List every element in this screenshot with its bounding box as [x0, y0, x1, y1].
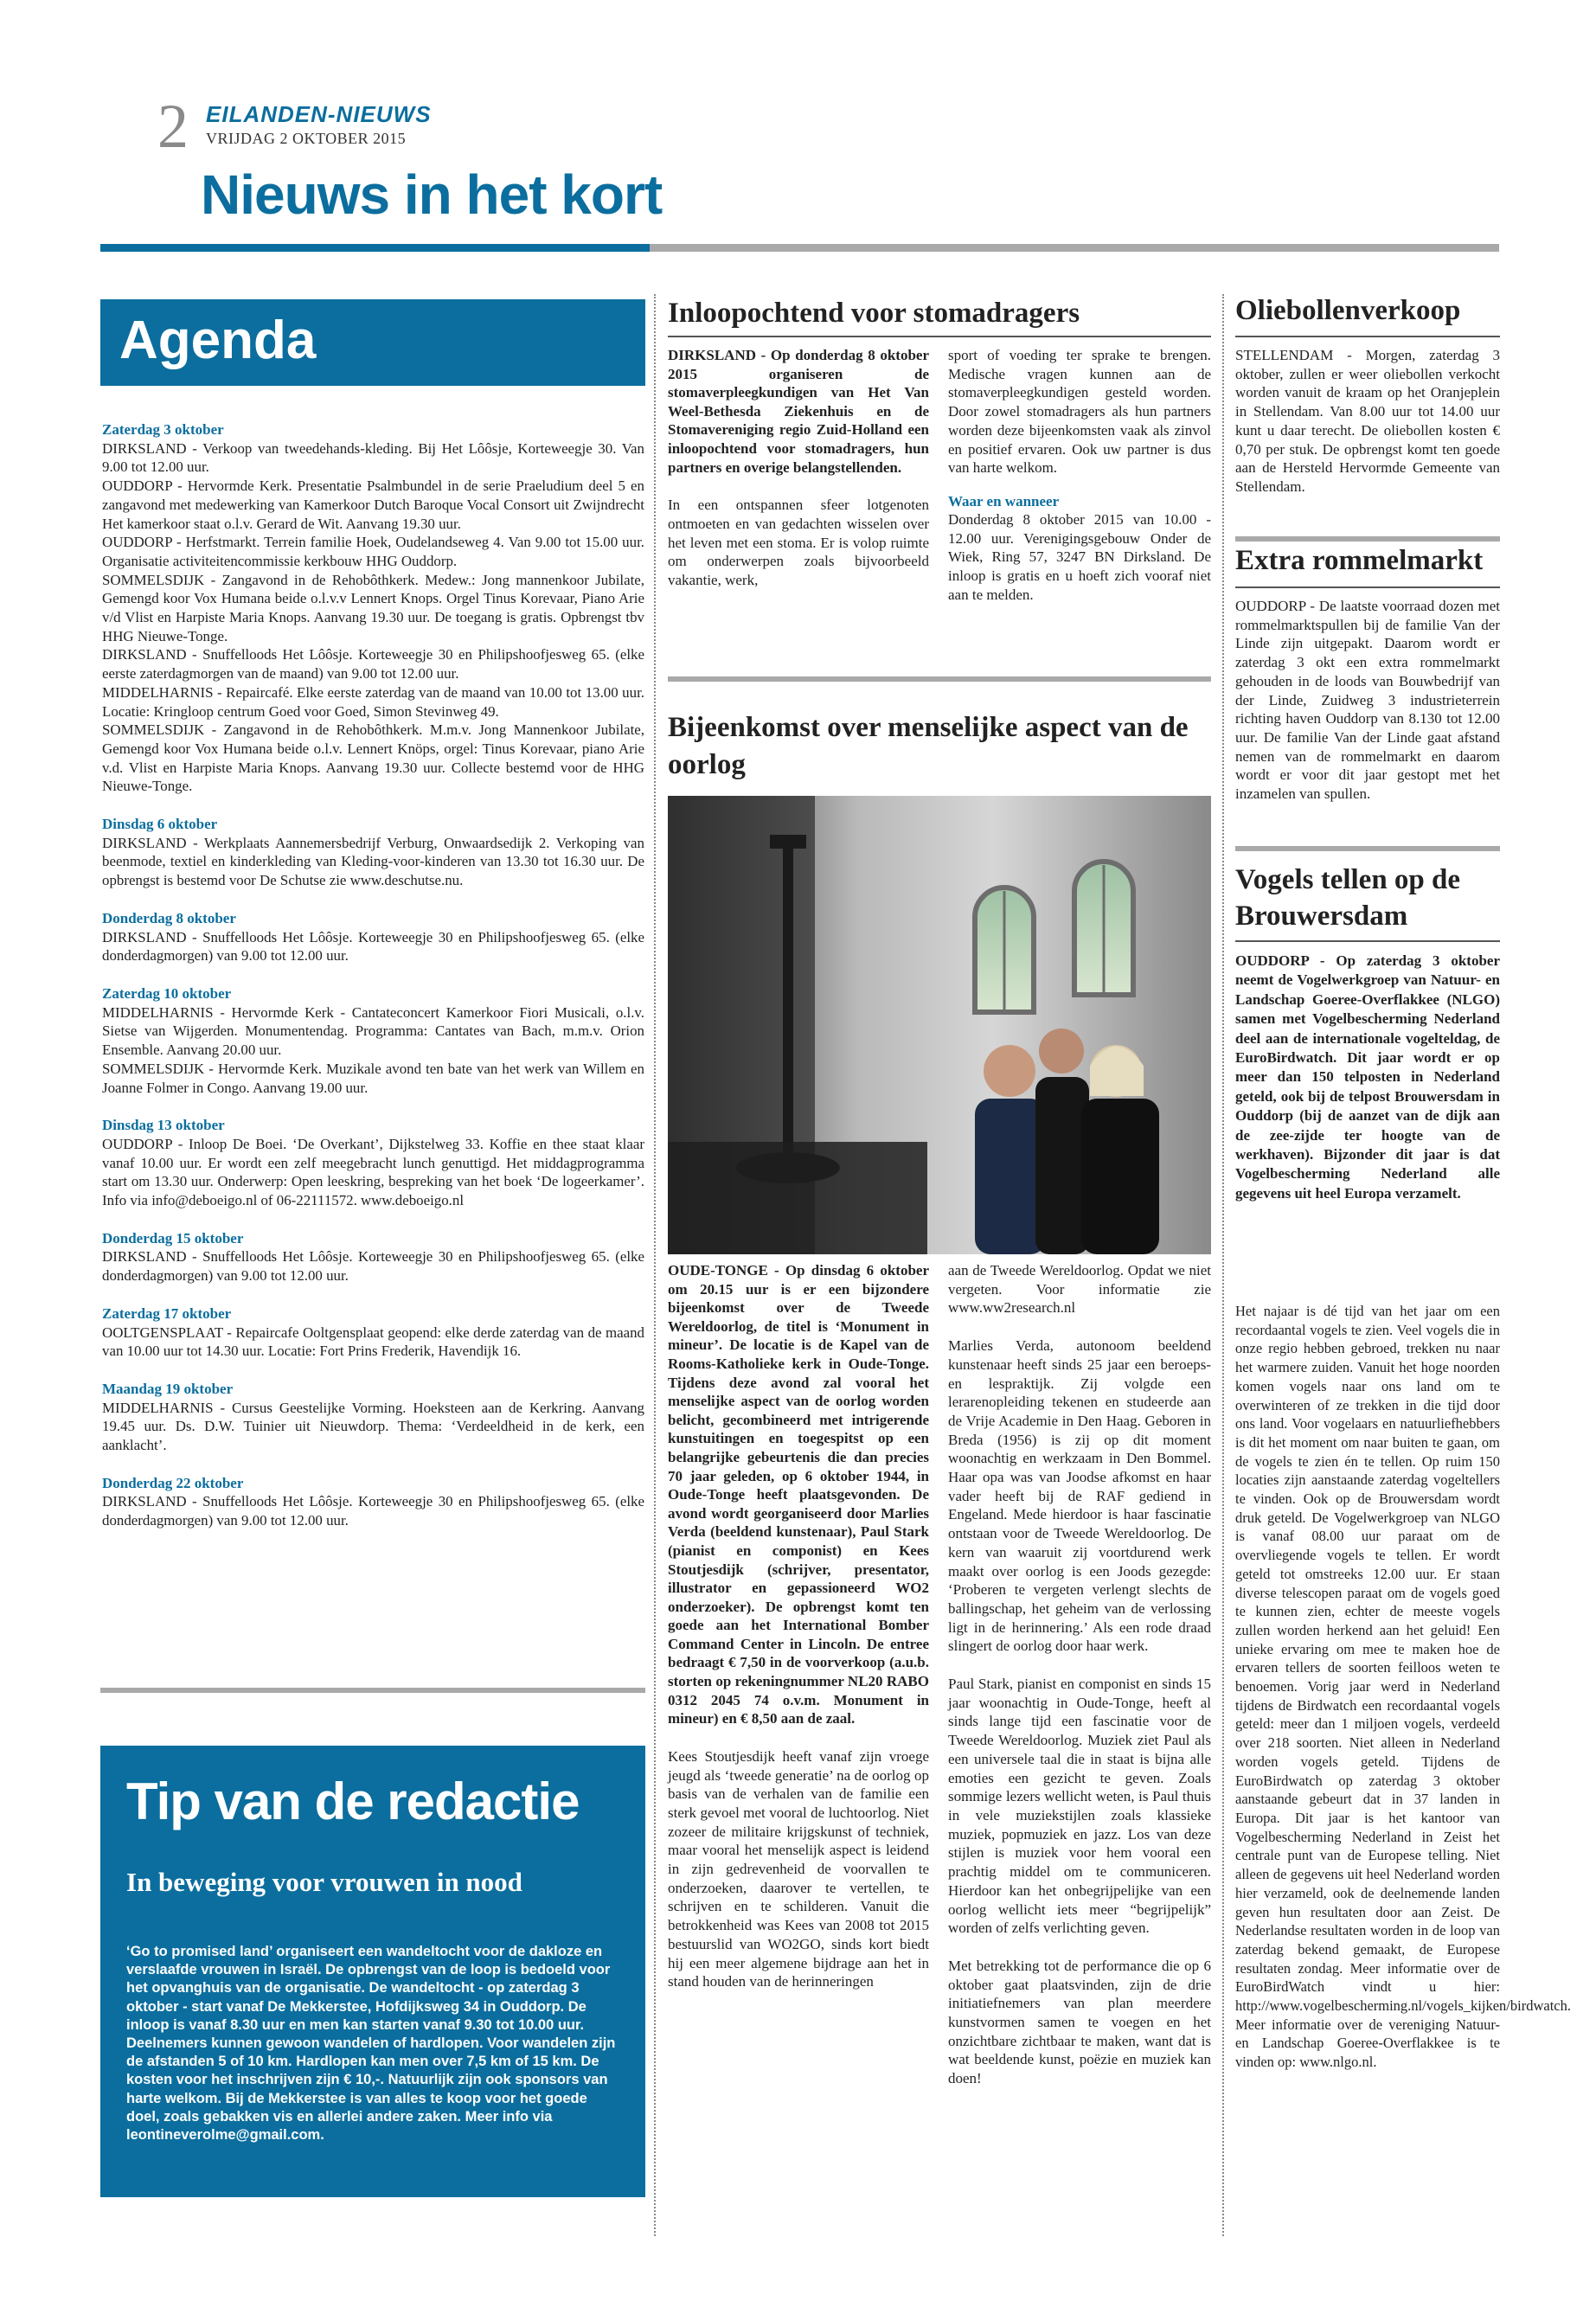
newspaper-brand: EILANDEN-NIEUWS	[206, 101, 432, 127]
war-column-2	[948, 1261, 1211, 2088]
war-body: Paul Stark, pianist en componist en sinds 15 jaar woonachtig in Oude-Tonge, heeft al sinds lange tijd een fascinatie voor de Tweede Wereldoorlog. Muziek ziet Paul als een universele taal die in staat is bijna alle emoties een gezicht te geven. Zoals sommige lezers wellicht weten, is Paul thuis in vele muziekstijlen zoals klassieke muziek, popmuziek en jazz. Los van deze stijlen is muziek voor hem vooral een prachtig middel om te communiceren. Hierdoor kan het onbegrijpelijke van een oorlog wellicht iets meer “begrijpelijk” worden of zelfs verlichting geven.	[948, 1676, 1211, 1937]
headline-rule	[1235, 336, 1500, 337]
page-number: 2	[157, 92, 189, 161]
war-lead: OUDE-TONGE - Op dinsdag 6 oktober om 20.15 uur is er een bijzondere bijeenkomst over de Tweede Wereldoorlog, de titel is ‘Monument in mineur’. De locatie is de Kapel van de Rooms-Katholieke kerk in Oude-Tonge. Tijdens deze avond zal vooral het menselijke aspect van de oorlog worden belicht, gecombineerd met intrigerende kunstuitingen en toegespitst op een belangrijke gebeurtenis die dan precies 70 jaar geleden, op 6 oktober 1944, in Oude-Tonge heeft plaatsgevonden. De avond wordt georganiseerd door Marlies Verda (beeldend kunstenaar), Paul Stark (pianist en componist) en Kees Stoutjesdijk (schrijver, presentator, illustrator en gepassioneerd WO2 onderzoeker). De opbrengst komt ten goede aan het International Bomber Command Center in Lincoln. De entree bedraagt € 7,50 in de voorverkoop (a.u.b. storten op rekeningnummer NL20 RABO 0312 2045 74 o.v.m. Monument in mineur) en € 8,50 aan de zaal.	[668, 1262, 929, 1727]
section-rule	[1235, 536, 1500, 542]
agenda-entry: DIRKSLAND - Snuffelloods Het Lôôsje. Korteweegje 30 en Philipshoofjesweg 65. (elke donderdagmorgen) van 9.00 tot 12.00 uur.	[102, 1248, 644, 1285]
agenda-entry: SOMMELSDIJK - Zangavond in de Rehobôthkerk. Medew.: Jong mannenkoor Jubilate, Gemengd koor Vox Humana beide o.l.v.v Lennert Knops. Orgel Tinus Korevaar, Piano Arie v/d Vlist en Harpiste Maria Knops. Aanvang 19.30 uur. De toegang is gratis. Opbrengst tbv HHG Nieuwe-Tonge.	[102, 571, 644, 644]
agenda-entry: DIRKSLAND - Werkplaats Aannemersbedrijf Verburg, Onwaardsedijk 2. Verkoping van beenmode, textiel en kinderkleding van Kleding-voor-kinderen van 13.30 tot 16.30 uur. De opbrengst is bestemd voor De Schutse zie www.deschutse.nu.	[102, 834, 644, 889]
section-rule	[1235, 846, 1500, 851]
agenda-date: Maandag 19 oktober	[102, 1380, 234, 1397]
agenda-title: Agenda	[119, 311, 317, 370]
oliebollen-body: STELLENDAM - Morgen, zaterdag 3 oktober, zullen er weer oliebollen verkocht worden vanuit de kraam op het Oranjeplein in Stellendam. Van 8.00 uur tot 14.00 uur kunt u daar terecht. De oliebollen kosten € 0,70 per stuk. De opbrengst komt ten goede aan de Hersteld Hervormde Gemeente van Stellendam.	[1235, 347, 1500, 495]
agenda-date: Donderdag 8 oktober	[102, 909, 236, 926]
stoma-subhead: Waar en wanneer	[948, 492, 1060, 510]
agenda-entry: SOMMELSDIJK - Hervormde Kerk. Muzikale avond ten bate van het werk van Willem en Joanne Folmer in Congo. Aanvang 19.00 uur.	[102, 1060, 644, 1096]
stoma-body: sport of voeding ter sprake te brengen. Medische vragen kunnen aan de stomaverpleegkundigen gesteld worden. Door zowel stomadragers als hun partners worden deze bijeenkomsten vaak als zinvol en positief ervaren. Ook uw partner is dus van harte welkom.	[948, 347, 1211, 477]
tip-title: Tip van de redactie	[126, 1772, 580, 1830]
oliebollen-headline: Oliebollenverkoop	[1235, 295, 1461, 326]
stoma-lead: DIRKSLAND - Op donderdag 8 oktober 2015 organiseren de stomaverpleegkundigen van Het Van Weel-Bethesda Ziekenhuis en de Stomavereniging regio Zuid-Holland een inloopochtend voor stomadragers, hun partners en overige belangstellenden.	[668, 347, 929, 476]
agenda-entry: OUDDORP - Herfstmarkt. Terrein familie Hoek, Oudelandseweg 4. Van 9.00 tot 15.00 uur. Organisatie activiteitencommissie kerkbouw HHG Ouddorp.	[102, 534, 644, 569]
vogels-headline: Vogels tellen op de Brouwersdam	[1235, 864, 1461, 932]
stoma-column-1	[668, 346, 929, 590]
issue-date: VRIJDAG 2 OKTOBER 2015	[206, 130, 407, 147]
agenda-date: Dinsdag 13 oktober	[102, 1117, 225, 1134]
column-divider	[654, 294, 656, 2236]
war-body: Met betrekking tot de performance die op 6 oktober gaat plaatsvinden, zijn de drie initiatiefnemers van plan meerdere kunstvormen samen te voegen en het onzichtbare zichtbaar te maken, want dat is wat beeldende kunst, poëzie en muziek kan doen!	[948, 1957, 1211, 2087]
column-divider	[1222, 294, 1224, 2236]
agenda-entry: DIRKSLAND - Verkoop van tweedehands-kleding. Bij Het Lôôsje, Korteweegje 30. Van 9.00 tot 12.00 uur.	[102, 439, 644, 476]
agenda-list	[102, 420, 644, 1530]
section-rule	[100, 1688, 645, 1693]
war-body: Kees Stoutjesdijk heeft vanaf zijn vroege jeugd als ‘tweede generatie’ na de oorlog op basis van de verhalen van de familie een sterk gevoel met vooral de luchtoorlog. Niet zozeer de militaire krijgskunst of techniek, maar vooral het menselijk aspect is leidend in zijn gedrevenheid de voorvallen te onderzoeken, daarover te vertellen, te schrijven en te schilderen. Vanuit die betrokkenheid was Kees van 2008 tot 2015 bestuurslid van WO2GO, sinds kort biedt hij een meer algemene bijdrage aan het in stand houden van de herinneringen	[668, 1747, 929, 1990]
section-title: Nieuws in het kort	[201, 163, 663, 226]
stoma-body: Donderdag 8 oktober 2015 van 10.00 - 12.00 uur. Verenigingsgebouw Onder de Wiek, Ring 57, 3247 BN Dirksland. De inloop is gratis en u hoeft zich vooraf niet aan te melden.	[948, 510, 1211, 603]
agenda-entry: MIDDELHARNIS - Cursus Geestelijke Vorming. Hoeksteen aan de Kerkring. Aanvang 19.45 uur. Ds. D.W. Tuinier uit Nieuwdorp. Thema: ‘Verdeeldheid in de kerk, een aanklacht’.	[102, 1399, 644, 1454]
agenda-entry: SOMMELSDIJK - Zangavond in de Rehobôthkerk. M.m.v. Jong Mannenkoor Jubilate, Gemengd koor Vox Humana beide o.l.v. Lennert Knöps, orgel: Tinus Korevaar, piano Arie v.d. Vlist en Harpiste Maria Knops. Aanvang 19.30 uur. Collecte bestemd voor de HHG Nieuwe-Tonge.	[102, 721, 644, 795]
war-headline: Bijeenkomst over menselijke aspect van de oorlog	[668, 712, 1189, 780]
stoma-headline: Inloopochtend voor stomadragers	[668, 298, 1080, 329]
war-article-photo	[668, 796, 1211, 1254]
header-rule	[100, 244, 1499, 252]
tip-text: ‘Go to promised land’ organiseert een wandeltocht voor de dakloze en verslaafde vrouwen in Israël. De opbrengst van de loop is bedoeld voor het opvanghuis van de organisatie. De wandeltocht - op zaterdag 3 oktober - start vanaf De Mekkerstee, Hofdijksweg 34 in Ouddorp. De inloop is vanaf 8.30 uur en men kan starten vanaf 9.30 tot 10.00 uur. Deelnemers kunnen gewoon wandelen of hardlopen. Voor wandelen zijn de afstanden 5 of 10 km. Hardlopen kan men over 7,5 km of 15 km. De kosten voor het inschrijven zijn € 10,-. Natuurlijk zijn ook sponsors van harte welkom. Bij de Mekkerstee is van alles te koop voor het goede doel, zoals gebakken vis en allerlei andere zaken. Meer info via leontineverolme@gmail.com.	[126, 1944, 616, 2144]
headline-rule	[668, 336, 1211, 337]
tip-subtitle: In beweging voor vrouwen in nood	[126, 1867, 522, 1897]
agenda-date: Zaterdag 17 oktober	[102, 1304, 232, 1322]
agenda-entry: OUDDORP - Inloop De Boei. ‘De Overkant’, Dijkstelweg 33. Koffie en thee staat klaar vanaf 10.00 uur. Er wordt een zelf meegebracht lunch genuttigd. Het middagprogramma start om 13.30 uur. Onderwerp: Open leeskring, bespreking van het boek ‘De logeerkamer’. Info via info@deboeigo.nl of 06-22111572. www.deboeigo.nl	[102, 1135, 644, 1209]
agenda-entry: DIRKSLAND - Snuffelloods Het Lôôsje. Korteweegje 30 en Philipshoofjesweg 65. (elke donderdagmorgen) van 9.00 tot 12.00 uur.	[102, 928, 644, 965]
agenda-date: Zaterdag 3 oktober	[102, 421, 224, 438]
agenda-date: Zaterdag 10 oktober	[102, 984, 232, 1002]
rommelmarkt-body: OUDDORP - De laatste voorraad dozen met rommelmarktspullen bij de familie Van der Linde zijn uitgepakt. Daarom wordt er zaterdag 3 okt een extra rommelmarkt gehouden in de loods van Bouwbedrijf van der Linde, Zuidweg 3 industrieterrein richting haven Ouddorp van 8.130 tot 12.00 uur. De familie Van der Linde gaat afstand nemen van de rommelmarkt en daarom wordt er voor dit jaar gestopt met het inzamelen van spullen.	[1235, 598, 1500, 803]
war-body: aan de Tweede Wereldoorlog. Opdat we niet vergeten. Voor informatie zie www.ww2research.nl	[948, 1262, 1211, 1317]
agenda-entry: MIDDELHARNIS - Repaircafé. Elke eerste zaterdag van de maand van 10.00 tot 13.00 uur. Locatie: Kringloop centrum Goed voor Goed, Simon Stevinweg 49.	[102, 683, 644, 720]
section-rule	[668, 676, 1211, 682]
headline-rule	[1235, 586, 1500, 588]
agenda-entry: DIRKSLAND - Snuffelloods Het Lôôsje. Korteweegje 30 en Philipshoofjesweg 65. (elke donderdagmorgen) van 9.00 tot 12.00 uur.	[102, 1493, 644, 1529]
vogels-body: Het najaar is dé tijd van het jaar om een recordaantal vogels te zien. Veel vogels die in onze regio hebben gebroed, trekken nu naar het warmere zuiden. Vanuit het hoge noorden komen vogels naar ons land om te overwinteren of ze trekken in die tijd door ons land. Voor vogelaars en natuurliefhebbers is dit het moment om naar buiten te gaan, om de vogels te zien én te tellen. Op ruim 150 locaties zijn aanstaande zaterdag vogeltellers te vinden. Ook op de Brouwersdam wordt druk geteld. De Vogelwerkgroep van NLGO is vanaf 08.00 uur paraat om de overvliegende vogels te tellen. Er wordt geteld tot omstreeks 12.00 uur. Er staan diverse telescopen paraat om de vogels goed te kunnen zien, echter de meeste vogels zullen worden herkend aan het geluid! Een unieke ervaring om mee te maken hoe de ervaren tellers de soorten feilloos weten te benoemen. Vorig jaar werd in Nederland tijdens de Birdwatch een recordaantal vogels geteld: meer dan 1 miljoen vogels, verdeeld over 218 soorten. Niet alleen in Nederland worden vogels geteld. Tijdens de EuroBirdwatch op zaterdag 3 oktober aanstaande gebeurt dat in 37 landen in Europa. Dit jaar is het kantoor van Vogelbescherming Nederland in Zeist het centrale punt van de Europese telling. Niet alleen de gegevens uit heel Nederland worden hier verzameld, ook de deelnemende landen geven hun resultaten door aan Zeist. De Nederlandse resultaten worden in de loop van zaterdag bekend gemaakt, de Europese resultaten zondag. Meer informatie over de EuroBirdWatch vindt u hier: http://www.vogelbescherming.nl/vogels_kijken/birdwatch. Meer informatie over de vereniging Natuur- en Landschap Goeree-Overflakkee is te vinden op: www.nlgo.nl.	[1235, 1303, 1571, 2071]
agenda-entry: DIRKSLAND - Snuffelloods Het Lôôsje. Korteweegje 30 en Philipshoofjesweg 65. (elke eerste zaterdagmorgen van de maand) van 9.00 tot 12.00 uur.	[102, 646, 644, 683]
agenda-header	[100, 299, 645, 386]
war-column-1	[668, 1261, 929, 1991]
agenda-date: Donderdag 15 oktober	[102, 1229, 244, 1247]
vogels-lead: OUDDORP - Op zaterdag 3 oktober neemt de Vogelwerkgroep van Natuur- en Landschap Goeree-Overflakkee (NLGO) samen met Vogelbescherming Nederland deel aan de internationale vogelteldag, de EuroBirdwatch. Dit jaar wordt er op meer dan 150 telposten in Nederland geteld, ook bij de telpost Brouwersdam in Ouddorp (bij de aanzet van de dijk aan de zee-zijde ter hoogte van de werkhaven). Bijzonder dit jaar is dat Vogelbescherming Nederland alle gegevens uit heel Europa verzamelt.	[1235, 952, 1500, 1202]
tip-box	[100, 1746, 645, 2197]
agenda-entry: MIDDELHARNIS - Hervormde Kerk - Cantateconcert Kamerkoor Fiori Musicali, o.l.v. Sietse van Wijgerden. Monumentendag. Programma: Cantates van Bach, m.m.v. Orion Ensemble. Aanvang 20.00 uur.	[102, 1003, 644, 1059]
stoma-column-2	[948, 346, 1211, 604]
agenda-date: Dinsdag 6 oktober	[102, 816, 218, 833]
agenda-date: Donderdag 22 oktober	[102, 1474, 244, 1491]
agenda-entry: OOLTGENSPLAAT - Repaircafe Ooltgensplaat geopend: elke derde zaterdag van de maand van 10.00 uur tot 14.30 uur. Locatie: Fort Prins Frederik, Havendijk 16.	[102, 1324, 644, 1360]
rommelmarkt-headline: Extra rommelmarkt	[1235, 545, 1484, 576]
headline-rule	[1235, 940, 1500, 942]
header-rule-accent	[100, 244, 650, 252]
war-body: Marlies Verda, autonoom beeldend kunstenaar heeft sinds 25 jaar een beroeps- en lespraktijk. Zij volgde een lerarenopleiding tekenen en studeerde aan de Vrije Academie in Den Haag. Geboren in Breda (1956) is zij op dit moment woonachtig en werkzaam in Den Bommel. Haar opa was van Joodse afkomst en haar vader heeft bij de RAF gediend in Engeland. Mede hierdoor is haar fascinatie ontstaan voor de Tweede Wereldoorlog. De kern van waaruit zij voortdurend werk maakt over oorlog is een Joods gezegde: ‘Proberen te vergeten verlengt slechts de ballingschap, het geheim van de verlossing ligt in de herinnering.’ Als een rode draad slingert de oorlog door haar werk.	[948, 1337, 1211, 1655]
agenda-entry: OUDDORP - Hervormde Kerk. Presentatie Psalmbundel in de serie Praeludium deel 5 en zangavond met medewerking van Kamerkoor Dutch Baroque Vocal Consort uit Zwijndrecht Het kamerkoor staat o.l.v. Gerard de Wit. Aanvang 19.30 uur.	[102, 478, 644, 532]
stoma-body: In een ontspannen sfeer lotgenoten ontmoeten en van gedachten wisselen over het leven met een stoma. Er is volop ruimte om onderwerpen zoals bijvoorbeeld vakantie, werk,	[668, 497, 929, 588]
